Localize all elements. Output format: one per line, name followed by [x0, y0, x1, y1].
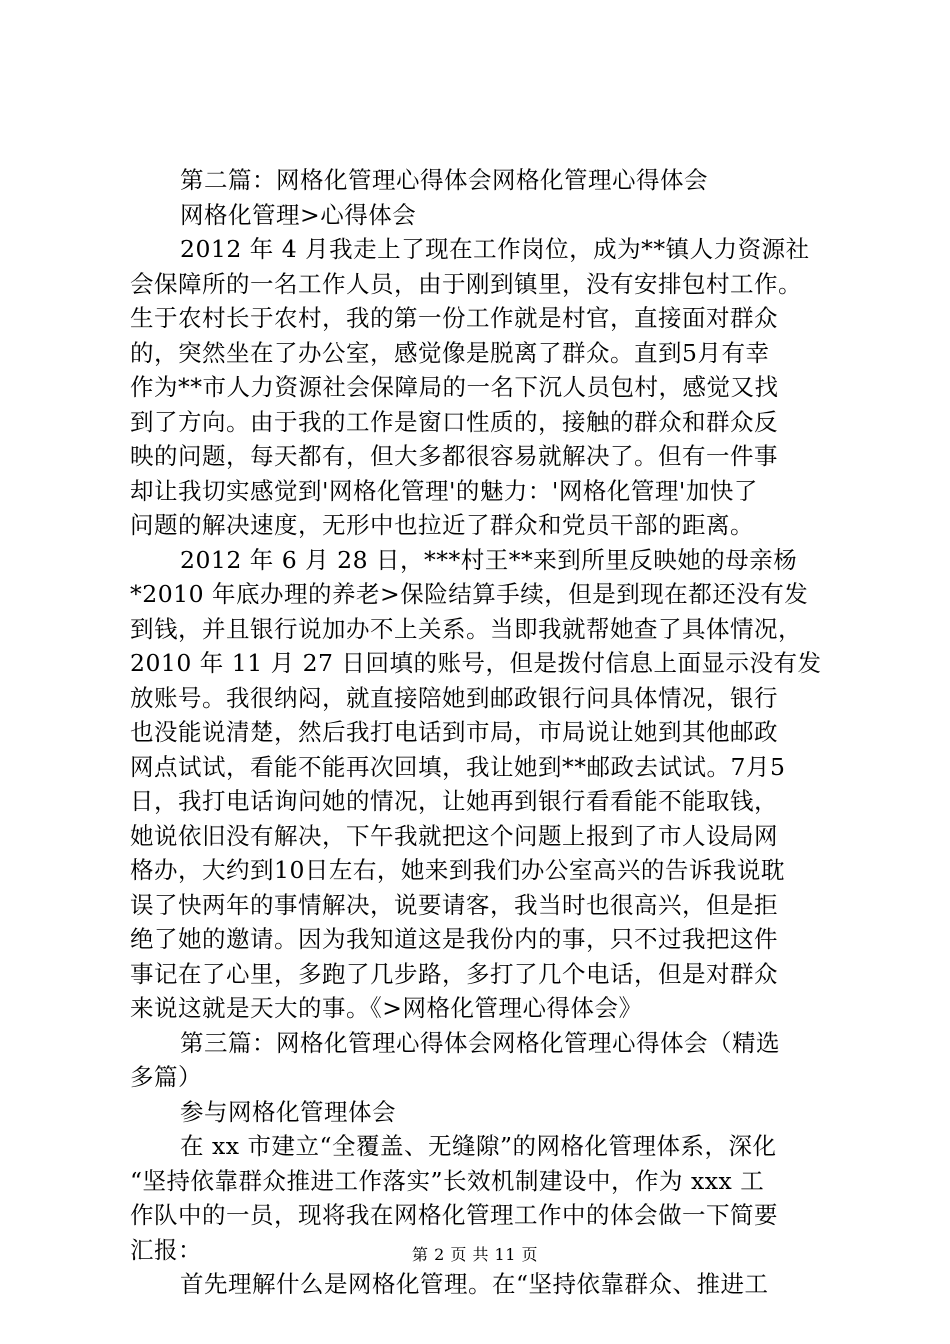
- text-line: *2010 年底办理的养老>保险结算手续，但是到现在都还没有发: [130, 580, 809, 608]
- text-line: 生于农村长于农村，我的第一份工作就是村官，直接面对群众: [130, 304, 778, 332]
- text-line: 首先理解什么是网格化管理。在“坚持依靠群众、推进工: [180, 1270, 769, 1298]
- text-line: “坚持依靠群众推进工作落实”长效机制建设中，作为 xxx 工: [130, 1166, 765, 1195]
- text-line: 2010 年 11 月 27 日回填的账号，但是拨付信息上面显示没有发: [130, 649, 822, 677]
- text-line: 也没能说清楚，然后我打电话到市局，市局说让她到其他邮政: [130, 718, 778, 746]
- text-line: 多篇）: [130, 1063, 202, 1091]
- text-line: 网点试试，看能不能再次回填，我让她到**邮政去试试。7月5: [130, 752, 786, 781]
- text-line: 作为**市人力资源社会保障局的一名下沉人员包村，感觉又找: [130, 373, 779, 401]
- text-line: 到钱，并且银行说加办不上关系。当即我就帮她查了具体情况，: [130, 614, 802, 643]
- text-line: 在 xx 市建立“全覆盖、无缝隙”的网格化管理体系，深化: [180, 1132, 777, 1160]
- text-line: 的，突然坐在了办公室，感觉像是脱离了群众。直到5月有幸: [130, 338, 770, 367]
- text-line: 放账号。我很纳闷，就直接陪她到邮政银行问具体情况，银行: [130, 683, 778, 712]
- text-line: 参与网格化管理体会: [180, 1097, 396, 1126]
- text-line: 格办，大约到10日左右，她来到我们办公室高兴的告诉我说耽: [130, 856, 785, 884]
- text-line: 第三篇：网格化管理心得体会网格化管理心得体会（精选: [180, 1028, 780, 1057]
- text-line: 2012 年 6 月 28 日，***村王**来到所里反映她的母亲杨: [180, 545, 798, 574]
- text-line: 映的问题，每天都有，但大多都很容易就解决了。但有一件事: [130, 442, 778, 470]
- text-line: 事记在了心里，多跑了几步路，多打了几个电话，但是对群众: [130, 959, 778, 988]
- text-line: 网格化管理>心得体会: [180, 200, 417, 229]
- text-line: 她说依旧没有解决，下午我就把这个问题上报到了市人设局网: [130, 821, 778, 850]
- text-line: 2012 年 4 月我走上了现在工作岗位，成为**镇人力资源社: [180, 235, 810, 263]
- text-line: 误了快两年的事情解决，说要请客，我当时也很高兴，但是拒: [130, 890, 778, 919]
- text-line: 却让我切实感觉到'网格化管理'的魅力：'网格化管理'加快了: [130, 476, 758, 505]
- text-line: 第二篇：网格化管理心得体会网格化管理心得体会: [180, 166, 708, 194]
- text-line: 来说这就是天大的事。《>网格化管理心得体会》: [130, 994, 643, 1022]
- text-line: 问题的解决速度，无形中也拉近了群众和党员干部的距离。: [130, 511, 754, 539]
- text-line: 绝了她的邀请。因为我知道这是我份内的事，只不过我把这件: [130, 925, 778, 953]
- text-line: 日，我打电话询问她的情况，让她再到银行看看能不能取钱，: [130, 787, 778, 815]
- document-body: [130, 163, 830, 1302]
- text-line: 会保障所的一名工作人员，由于刚到镇里，没有安排包村工作。: [130, 269, 802, 298]
- text-line: 作队中的一员，现将我在网格化管理工作中的体会做一下简要: [130, 1201, 778, 1229]
- text-line: 汇报：: [130, 1235, 202, 1264]
- text-line: 到了方向。由于我的工作是窗口性质的，接触的群众和群众反: [130, 407, 778, 436]
- page-footer: 第 2 页 共 11 页: [412, 1245, 538, 1264]
